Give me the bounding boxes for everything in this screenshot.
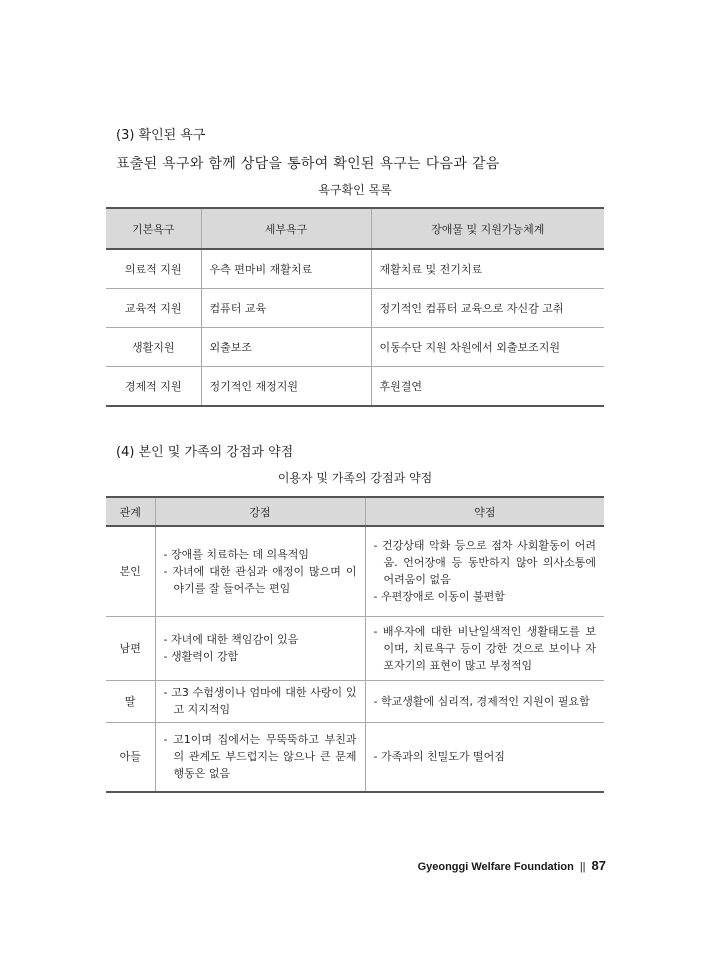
support-cell: 재활치료 및 전기치료 (371, 249, 604, 289)
strength-item: - 고3 수험생이나 엄마에 대한 사랑이 있고 지지적임 (163, 686, 357, 716)
needs-table-header (106, 208, 604, 249)
page-number: 87 (591, 858, 606, 873)
strength-item: - 장애를 치료하는 데 의욕적임 (163, 547, 309, 561)
strength-item: - 고1이며 집에서는 무뚝뚝하고 부친과의 관계도 부드럽지는 않으나 큰 문제행동은 없음 (163, 733, 357, 781)
section3-lead-text: 표출된 욕구와 함께 상담을 통하여 확인된 욕구는 다음과 같음 (116, 156, 500, 172)
weakness-item: - 건강상태 악화 등으로 점차 사회활동이 어려움. 언어장애 등 동반하지 않아 의사소통에 어려움이 없음 (373, 539, 596, 587)
relation-cell: 남편 (106, 616, 155, 680)
table-row (106, 367, 604, 407)
weakness-item: - 우편장애로 이동이 불편함 (373, 590, 505, 604)
header-strengths: 강점 (155, 497, 365, 526)
table-row (106, 289, 604, 328)
footer-separator: || (579, 861, 586, 873)
support-cell: 정기적인 컴퓨터 교육으로 자신감 고취 (371, 289, 604, 328)
footer-org: Gyeonggi Welfare Foundation (417, 861, 574, 873)
relation-cell: 아들 (106, 722, 155, 792)
weaknesses-cell (365, 722, 604, 792)
page-footer (418, 858, 606, 873)
weaknesses-cell (365, 526, 604, 616)
section4-heading: (4) 본인 및 가족의 강점과 약점 (116, 445, 294, 460)
strengths-cell (155, 722, 365, 792)
table-row (106, 249, 604, 289)
strength-item: - 자녀에 대한 관심과 애정이 많으며 이야기를 잘 들어주는 편임 (163, 564, 357, 595)
detail-need-cell: 외출보조 (201, 328, 371, 367)
weaknesses-cell (365, 680, 604, 722)
table-row (106, 328, 604, 367)
detail-need-cell: 정기적인 재정지원 (201, 367, 371, 407)
basic-need-cell: 의료적 지원 (106, 249, 201, 289)
header-support-system: 장애물 및 지원가능체계 (371, 208, 604, 249)
table-row (106, 526, 604, 616)
relation-cell: 딸 (106, 680, 155, 722)
table-row (106, 680, 604, 722)
detail-need-cell: 컴퓨터 교육 (201, 289, 371, 328)
header-detail-need: 세부욕구 (201, 208, 371, 249)
table1-caption: 욕구확인 목록 (318, 183, 392, 197)
needs-table (106, 207, 604, 407)
relation-cell: 본인 (106, 526, 155, 616)
strength-item: - 자녀에 대한 책임감이 있음 (163, 633, 299, 646)
strengths-weaknesses-table (106, 496, 604, 793)
basic-need-cell: 교육적 지원 (106, 289, 201, 328)
detail-need-cell: 우측 편마비 재활치료 (201, 249, 371, 289)
strengths-cell (155, 616, 365, 680)
header-weaknesses: 약점 (365, 497, 604, 526)
table2-caption: 이용자 및 가족의 강점과 약점 (277, 471, 433, 485)
basic-need-cell: 생활지원 (106, 328, 201, 367)
section3-heading: (3) 확인된 욕구 (116, 128, 206, 143)
weakness-item: - 배우자에 대한 비난일색적인 생활태도를 보이며, 치료욕구 등이 강한 것으로 보이나 자포자기의 표현이 많고 부정적임 (373, 624, 596, 672)
header-relation: 관계 (106, 497, 155, 526)
support-cell: 이동수단 지원 차원에서 외출보조지원 (371, 328, 604, 367)
sw-table-header (106, 497, 604, 526)
support-cell: 후원결연 (371, 367, 604, 407)
strengths-cell (155, 680, 365, 722)
strength-item: - 생활력이 강함 (163, 650, 239, 663)
basic-need-cell: 경제적 지원 (106, 367, 201, 407)
weakness-item: - 학교생활에 심리적, 경제적인 지원이 필요함 (373, 694, 590, 708)
header-basic-need: 기본욕구 (106, 208, 201, 249)
weakness-item: - 가족과의 친밀도가 떨어짐 (373, 750, 505, 764)
table-row (106, 722, 604, 792)
strengths-cell (155, 526, 365, 616)
weaknesses-cell (365, 616, 604, 680)
table-row (106, 616, 604, 680)
